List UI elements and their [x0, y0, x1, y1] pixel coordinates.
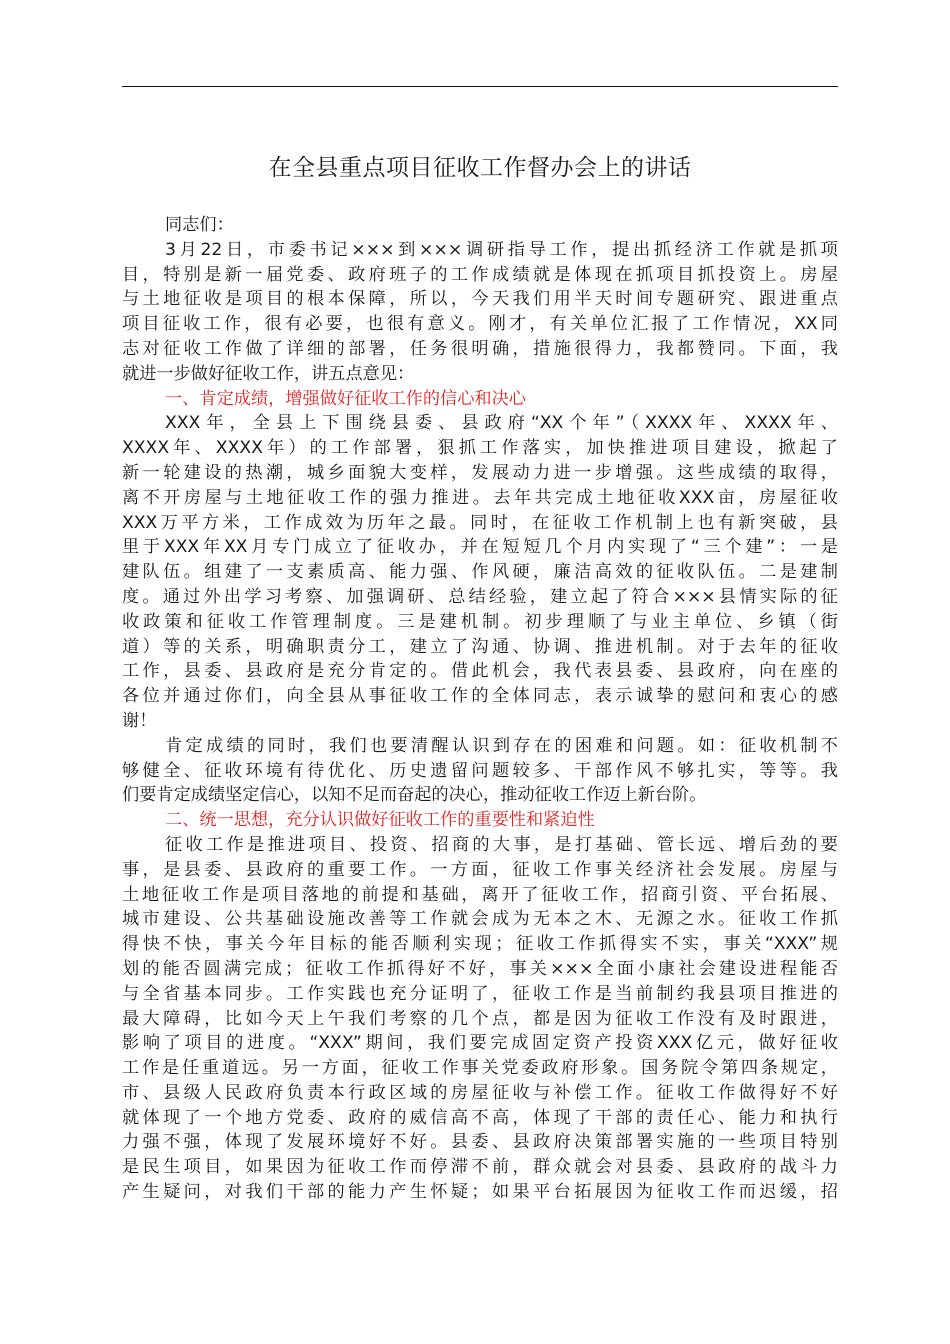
text-line: 谢！: [122, 710, 157, 731]
document-body: [122, 213, 838, 1205]
text-line: 是民生项目，如果因为征收工作而停滞不前，群众就会对县委、县政府的战斗力: [122, 1157, 838, 1178]
text-line: 影响了项目的进度。“XXX”期间，我们要完成固定资产投资XXX亿元，做好征收: [122, 1033, 838, 1054]
text-line: XXX年，全县上下围绕县委、县政府“XX个年”（XXXX年、XXXX年、: [165, 413, 838, 434]
text-line: 最大障碍，比如今天上午我们考察的几个点，都是因为征收工作没有及时跟进，: [122, 1008, 838, 1029]
text-line: 工作是任重道远。另一方面，征收工作事关党委政府形象。国务院令第四条规定，: [122, 1058, 838, 1079]
text-line: 产生疑问，对我们干部的能力产生怀疑；如果平台拓展因为征收工作而迟缓，招: [122, 1182, 838, 1203]
section-heading: 二、统一思想，充分认识做好征收工作的重要性和紧迫性: [165, 810, 595, 831]
text-line: 志对征收工作做了详细的部署，任务很明确，措施很得力，我都赞同。下面，我: [122, 338, 838, 359]
text-line: 道）等的关系，明确职责分工，建立了沟通、协调、推进机制。对于去年的征收: [122, 636, 838, 657]
text-line: 土地征收工作是项目落地的前提和基础，离开了征收工作，招商引资、平台拓展、: [122, 884, 838, 905]
text-line: 就体现了一个地方党委、政府的威信高不高，体现了干部的责任心、能力和执行: [122, 1107, 838, 1128]
text-line: 城市建设、公共基础设施改善等工作就会成为无本之木、无源之水。征收工作抓: [122, 909, 838, 930]
text-line: 就进一步做好征收工作，讲五点意见：: [122, 363, 415, 384]
text-line: XXX万平方米，工作成效为历年之最。同时，在征收工作机制上也有新突破，县: [122, 512, 838, 533]
text-line: 同志们：: [165, 215, 234, 235]
text-line: 与全省基本同步。工作实践也充分证明了，征收工作是当前制约我县项目推进的: [122, 983, 838, 1004]
text-line: 征收工作是推进项目、投资、招商的大事，是打基础、管长远、增后劲的要: [165, 834, 838, 855]
text-line: 肯定成绩的同时，我们也要清醒认识到存在的困难和问题。如：征收机制不: [165, 735, 838, 756]
text-line: 事，是县委、县政府的重要工作。一方面，征收工作事关经济社会发展。房屋与: [122, 859, 838, 880]
text-line: 划的能否圆满完成；征收工作抓得好不好，事关×××全面小康社会建设进程能否: [122, 958, 838, 979]
text-line: 够健全、征收环境有待优化、历史遗留问题较多、干部作风不够扎实，等等。我: [122, 760, 838, 781]
text-line: 市、县级人民政府负责本行政区域的房屋征收与补偿工作。征收工作做得好不好: [122, 1082, 838, 1103]
document-title: 在全县重点项目征收工作督办会上的讲话: [268, 155, 692, 181]
text-line: 与土地征收是项目的根本保障，所以，今天我们用半天时间专题研究、跟进重点: [122, 289, 838, 310]
text-line: 工作，县委、县政府是充分肯定的。借此机会，我代表县委、县政府，向在座的: [122, 661, 838, 682]
text-line: 目，特别是新一届党委、政府班子的工作成绩就是体现在抓项目抓投资上。房屋: [122, 264, 838, 285]
text-line: 新一轮建设的热潮，城乡面貌大变样，发展动力进一步增强。这些成绩的取得，: [122, 462, 838, 483]
text-line: 收政策和征收工作管理制度。三是建机制。初步理顺了与业主单位、乡镇（街: [122, 611, 838, 632]
text-line: 度。通过外出学习考察、加强调研、总结经验，建立起了符合×××县情实际的征: [122, 586, 838, 607]
text-line: 力强不强，体现了发展环境好不好。县委、县政府决策部署实施的一些项目特别: [122, 1132, 838, 1153]
text-line: 得快不快，事关今年目标的能否顺利实现；征收工作抓得实不实，事关“XXX”规: [122, 934, 838, 955]
text-line: 们要肯定成绩坚定信心，以知不足而奋起的决心，推动征收工作迈上新台阶。: [122, 785, 707, 806]
header-rule: [122, 86, 838, 87]
text-line: 离不开房屋与土地征收工作的强力推进。去年共完成土地征收XXX亩，房屋征收: [122, 487, 838, 508]
text-line: 里于XXX年XX月专门成立了征收办，并在短短几个月内实现了“三个建”：一是: [122, 537, 838, 558]
text-line: 3月22日，市委书记×××到×××调研指导工作，提出抓经济工作就是抓项: [165, 239, 838, 260]
text-line: XXXX年、XXXX年）的工作部署，狠抓工作落实，加快推进项目建设，掀起了: [122, 438, 838, 459]
text-line: 建队伍。组建了一支素质高、能力强、作风硬，廉洁高效的征收队伍。二是建制: [122, 562, 838, 583]
text-line: 项目征收工作，很有必要，也很有意义。刚才，有关单位汇报了工作情况，XX同: [122, 314, 838, 335]
section-heading: 一、肯定成绩，增强做好征收工作的信心和决心: [165, 388, 526, 409]
text-line: 各位并通过你们，向全县从事征收工作的全体同志，表示诚挚的慰问和衷心的感: [122, 686, 838, 707]
